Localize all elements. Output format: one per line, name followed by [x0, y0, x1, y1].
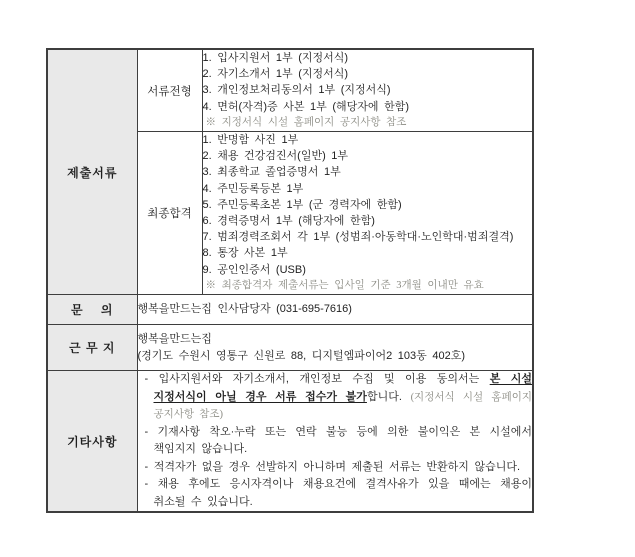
row-inquiry	[47, 295, 533, 325]
inquiry-header: 문 의	[47, 295, 137, 325]
list-item: 9. 공인인증서 (USB)	[202, 263, 306, 276]
list-item: 4. 주민등록등본 1부	[202, 182, 304, 195]
row-submission-screening	[47, 49, 533, 132]
list-item: 5. 주민등록초본 1부 (군 경력자에 한함)	[202, 198, 402, 211]
etc-cell	[137, 371, 533, 513]
workplace-cell	[137, 325, 533, 371]
inquiry-contact: 행복을만드는집 인사담당자 (031-695-7616)	[137, 303, 352, 316]
list-item: 3. 최종학교 졸업증명서 1부	[202, 166, 341, 179]
workplace-name: 행복을만드는집	[137, 332, 212, 345]
submission-docs-header: 제출서류	[47, 49, 137, 295]
etc-bullet-no-responsibility: - 기재사항 착오·누락 또는 연락 불능 등에 의한 불이익은 본 시설에서 책임지지 않습니다.	[144, 425, 532, 456]
etc-header: 기타사항	[47, 371, 137, 513]
screening-note: ※ 지정서식 시설 홈페이지 공지사항 참조	[205, 116, 407, 128]
stage-label-document-screening: 서류전형	[137, 49, 202, 132]
etc-bullet-no-return: - 적격자가 없을 경우 선발하지 아니하며 제출된 서류는 반환하지 않습니다.	[144, 460, 521, 473]
workplace-header: 근 무 지	[47, 325, 137, 371]
list-item: 7. 범죄경력조회서 각 1부 (성범죄·아동학대·노인학대·범죄결격)	[202, 231, 514, 244]
list-item: 2. 자기소개서 1부 (지정서식)	[202, 68, 349, 81]
inquiry-cell	[137, 295, 533, 325]
final-items-cell	[202, 132, 533, 295]
list-item: 4. 면허(자격)증 사본 1부 (해당자에 한함)	[202, 100, 409, 113]
recruitment-info-table	[46, 48, 534, 513]
etc-bullet-designated-form	[138, 371, 533, 424]
bullet-inline-note: (지정서식 시설 홈페이지 공지사항 참조)	[153, 391, 532, 421]
stage-label-final-acceptance: 최종합격	[137, 132, 202, 295]
list-item: 1. 입사지원서 1부 (지정서식)	[202, 52, 349, 64]
list-item: 1. 반명함 사진 1부	[202, 134, 299, 147]
row-etc	[47, 371, 533, 513]
bullet-emphasized-text: 본 시설 지정서식이 아닐 경우 서류 접수가 불가	[153, 373, 532, 403]
bullet-text: 합니다.	[366, 390, 411, 403]
workplace-address: (경기도 수원시 영통구 신원로 88, 디지털엠파이어2 103동 402호)	[137, 349, 465, 362]
list-item: 2. 채용 건강검진서(일반) 1부	[202, 150, 349, 163]
bullet-text: - 입사지원서와 자기소개서, 개인정보 수집 및 이용 동의서는	[144, 373, 490, 386]
row-workplace	[47, 325, 533, 371]
final-note: ※ 최종합격자 제출서류는 입사일 기준 3개월 이내만 유효	[205, 279, 484, 291]
etc-bullet-cancellation: - 채용 후에도 응시자격이나 채용요건에 결격사유가 있을 때에는 채용이 취소될 수 있습니다.	[144, 478, 532, 508]
list-item: 8. 통장 사본 1부	[202, 247, 288, 260]
list-item: 6. 경력증명서 1부 (해당자에 한함)	[202, 215, 375, 228]
list-item: 3. 개인정보처리동의서 1부 (지정서식)	[202, 84, 391, 97]
screening-items-cell	[202, 49, 533, 132]
